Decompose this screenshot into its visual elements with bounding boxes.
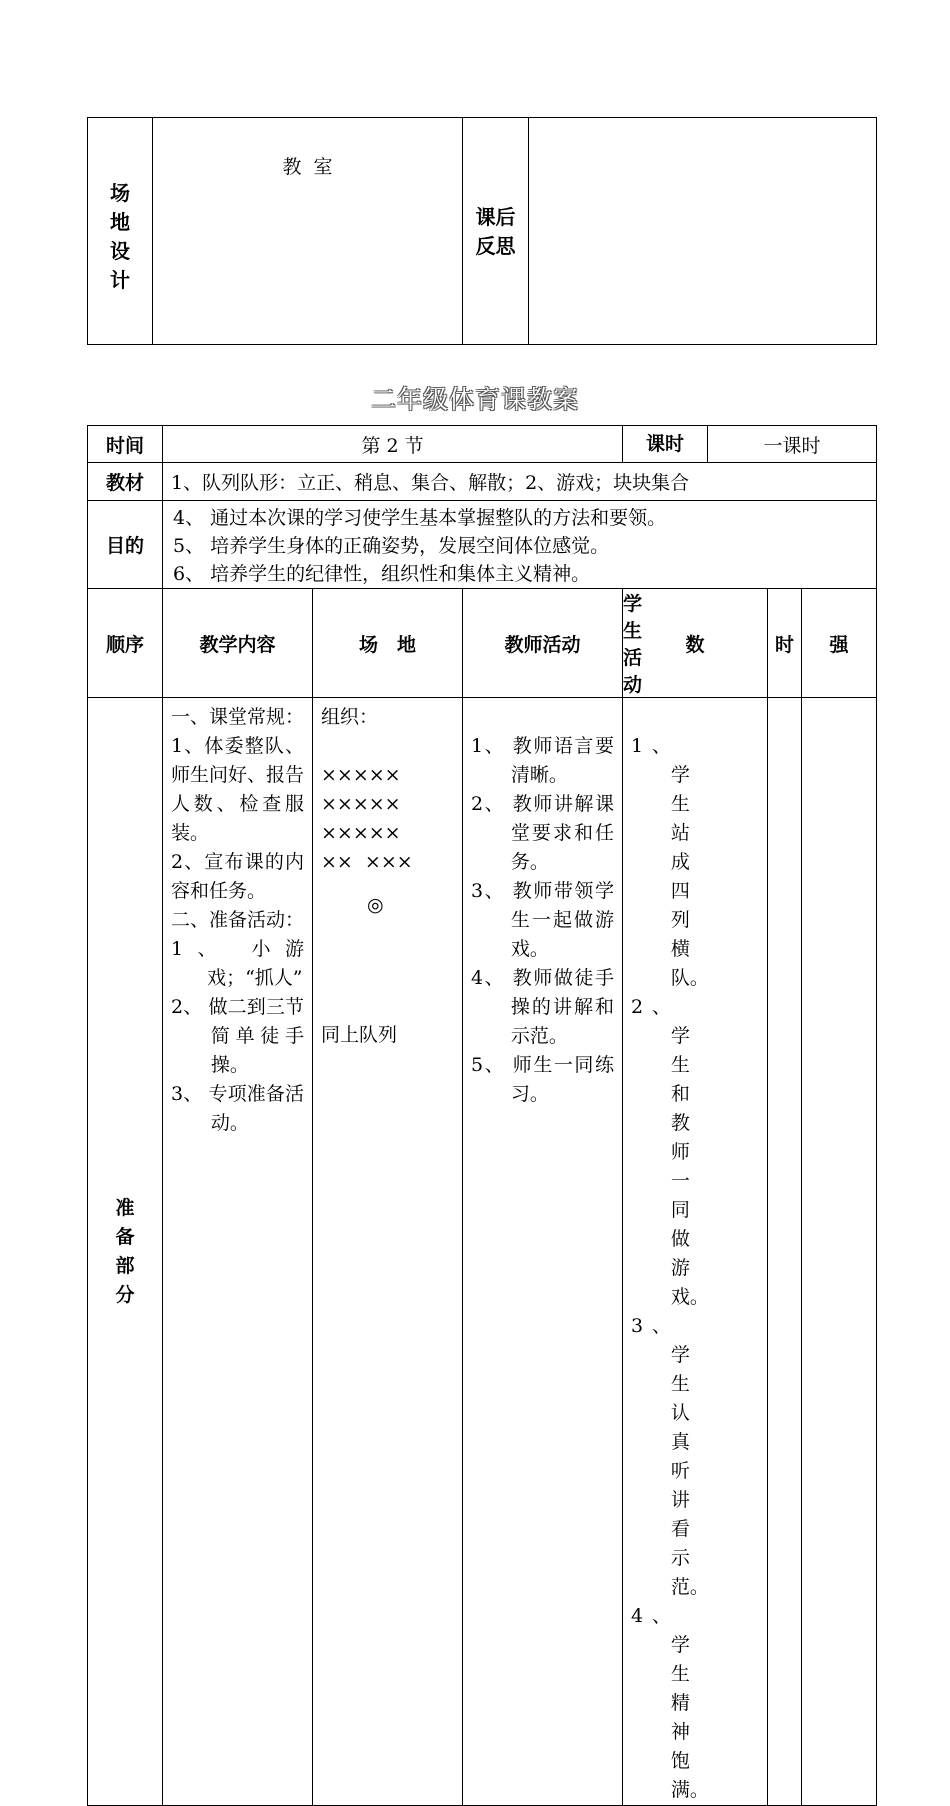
student-activity-item: 4、 学生精神饱满。 [631,1602,671,1805]
time-value: 第 2 节 [163,426,623,463]
teacher-activity-item: 5、 师生一同练习。 [471,1051,614,1109]
content-line: 1、体委整队、师生问好、报告人数、检查服装。 [171,732,304,848]
count-cell [623,698,768,1806]
goal-list [163,501,877,589]
teacher-activity-item: 4、 教师做徒手操的讲解和示范。 [471,964,614,1051]
formation-row: ×× ××× [321,848,454,877]
content-line: 二、准备活动： [171,906,304,935]
lesson-plan-table [87,425,877,1806]
document-title: 二年级体育课教案 [0,380,950,416]
goal-item: 4、 通过本次课的学习使学生基本掌握整队的方法和要领。 [173,504,876,532]
site-design-table [87,117,877,345]
column-header-intensity: 强 [802,589,877,698]
formation-row: ××××× [321,790,454,819]
column-header-venue: 场 地 [313,589,463,698]
column-header-count: 数 [623,589,768,698]
student-activity-item: 1、 学生站成四列横队。 [631,732,671,993]
goal-label: 目的 [88,501,163,589]
column-header-teacher: 教师活动 [463,589,623,698]
content-line: 一、课堂常规： [171,703,304,732]
column-header-content: 教学内容 [163,589,313,698]
venue-same-as: 同上队列 [321,1021,454,1050]
site-design-value: 教 室 [153,118,463,345]
teacher-activity-item: 2、 教师讲解课堂要求和任务。 [471,790,614,877]
venue-org-label: 组织： [321,703,454,732]
content-line: 1、 小游戏；“抓人” [171,935,304,993]
intensity-cell [802,698,877,1806]
time-label: 时间 [88,426,163,463]
material-value: 1、队列队形：立正、稍息、集合、解散；2、游戏；块块集合 [163,463,877,501]
goal-item: 5、 培养学生身体的正确姿势，发展空间体位感觉。 [173,532,876,560]
teacher-position-mark: ◎ [321,891,454,920]
period-label: 课时 [623,426,708,462]
period-value: 一课时 [708,431,876,458]
goal-item: 6、 培养学生的纪律性，组织性和集体主义精神。 [173,560,876,588]
column-header-time: 时 [768,589,802,698]
teacher-activity-item: 3、 教师带领学生一起做游戏。 [471,877,614,964]
formation-row: ××××× [321,761,454,790]
reflection-label: 课后 反思 [463,118,529,345]
venue-cell [313,698,463,1806]
content-line: 2、宣布课的内容和任务。 [171,848,304,906]
material-label: 教材 [88,463,163,501]
student-activity-item: 2、 学生和教师一同做游戏。 [631,993,671,1312]
formation-row: ××××× [321,819,454,848]
site-design-label: 场 地 设 计 [88,118,153,345]
student-activity-item: 3、 学生认真听讲看示范。 [631,1312,671,1602]
section-name: 准 备 部 分 [88,698,163,1806]
reflection-value [529,118,877,345]
teacher-activity-cell [463,698,623,1806]
teacher-activity-item: 1、 教师语言要清晰。 [471,732,614,790]
content-line: 3、 专项准备活动。 [171,1080,304,1138]
column-header-order: 顺序 [88,589,163,698]
content-line: 2、 做二到三节简单徒手操。 [171,993,304,1080]
content-cell [163,698,313,1806]
time-cell [768,698,802,1806]
